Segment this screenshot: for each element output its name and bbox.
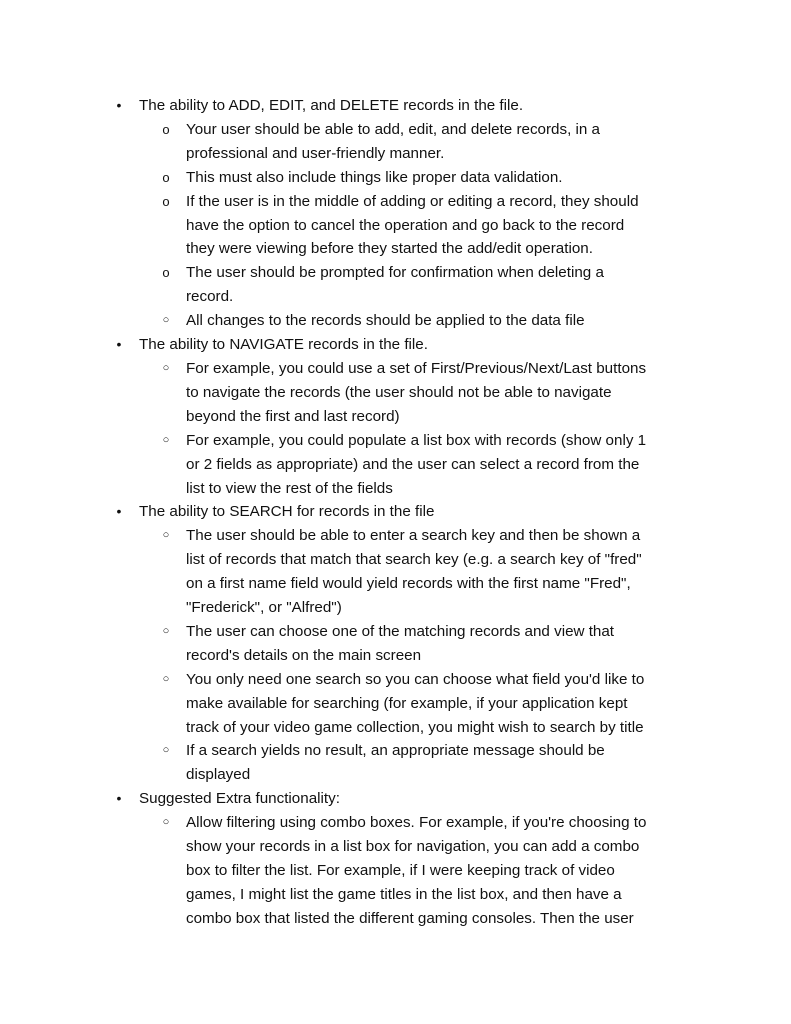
sub-list <box>139 811 712 931</box>
list-item-line: to navigate the records (the user should not be able to navigate <box>186 383 612 401</box>
circle-bullet-icon: ○ <box>162 672 170 685</box>
list-item-line: For example, you could use a set of First/Previous/Next/Last buttons <box>186 359 647 377</box>
list-item <box>139 620 712 668</box>
section-heading: The ability to ADD, EDIT, and DELETE records in the file. <box>139 97 524 114</box>
circle-bullet-icon: ○ <box>162 624 170 637</box>
list-item-line: make available for searching (for example, if your application kept <box>186 694 628 712</box>
list-item-line: record. <box>186 288 234 306</box>
list-item <box>139 118 712 166</box>
list-item <box>139 309 712 333</box>
list-item-line: record's details on the main screen <box>186 646 422 664</box>
list-item-line: If a search yields no result, an appropriate message should be <box>186 742 605 760</box>
list-item-line: For example, you could populate a list box with records (show only 1 <box>186 431 647 449</box>
list-item-line: on a first name field would yield records with the first name "Fred", <box>186 575 631 593</box>
bullet-icon: • <box>116 97 122 113</box>
list-item <box>139 524 712 620</box>
circle-bullet-icon: ○ <box>162 816 170 829</box>
list-item-line: they were viewing before they started the add/edit operation. <box>186 240 593 258</box>
section-extra-functionality <box>112 787 712 930</box>
list-item <box>139 190 712 262</box>
list-item-line: The user can choose one of the matching records and view that <box>186 622 615 640</box>
circle-bullet-icon: ○ <box>162 529 170 542</box>
bullet-icon: • <box>116 336 122 353</box>
list-item-line: beyond the first and last record) <box>186 407 400 425</box>
list-item <box>139 811 712 931</box>
list-item-line: or 2 fields as appropriate) and the user can select a record from the <box>186 455 640 473</box>
list-item <box>139 429 712 501</box>
list-item-line: If the user is in the middle of adding or editing a record, they should <box>186 192 639 210</box>
section-heading: The ability to NAVIGATE records in the file. <box>139 336 428 354</box>
circle-bullet-icon: o <box>162 121 170 137</box>
list-item-line: list of records that match that search key (e.g. a search key of "fred" <box>186 551 642 569</box>
list-item-line: games, I might list the game titles in the list box, and then have a <box>186 885 622 903</box>
list-item-line: Your user should be able to add, edit, and delete records, in a <box>186 120 601 138</box>
circle-bullet-icon: ○ <box>162 744 170 757</box>
list-item-line: The user should be prompted for confirmation when deleting a <box>186 264 604 282</box>
list-item-line: list to view the rest of the fields <box>186 479 393 497</box>
circle-bullet-icon: ○ <box>162 361 170 374</box>
circle-bullet-icon: o <box>162 265 170 281</box>
list-item <box>139 739 712 787</box>
section-heading: Suggested Extra functionality: <box>139 790 340 808</box>
list-item-line: You only need one search so you can choose what field you'd like to <box>186 670 645 688</box>
list-item <box>139 357 712 429</box>
list-item-line: Allow filtering using combo boxes. For example, if you're choosing to <box>186 814 647 832</box>
list-item-line: displayed <box>186 766 251 784</box>
section-search <box>112 500 712 787</box>
circle-bullet-icon: o <box>162 169 170 185</box>
section-heading: The ability to SEARCH for records in the file <box>139 503 435 521</box>
list-item-line: The user should be able to enter a search key and then be shown a <box>186 527 641 545</box>
requirements-list <box>112 94 712 931</box>
list-item-line: All changes to the records should be applied to the data file <box>186 312 585 330</box>
bullet-icon: • <box>116 790 122 807</box>
circle-bullet-icon: o <box>162 193 170 209</box>
circle-bullet-icon: ○ <box>162 433 170 446</box>
list-item-line: box to filter the list. For example, if I were keeping track of video <box>186 862 615 879</box>
list-item-line: have the option to cancel the operation and go back to the record <box>186 216 625 234</box>
list-item <box>139 668 712 740</box>
list-item-line: combo box that listed the different gaming consoles. Then the user <box>186 909 634 927</box>
sub-list <box>139 357 712 500</box>
list-item <box>139 261 712 309</box>
sub-list <box>139 118 712 333</box>
list-item-line: track of your video game collection, you might wish to search by title <box>186 718 644 736</box>
bullet-icon: • <box>116 503 122 520</box>
section-add-edit-delete <box>112 94 712 333</box>
circle-bullet-icon: ○ <box>162 314 170 327</box>
list-item-line: show your records in a list box for navigation, you can add a combo <box>186 838 640 856</box>
list-item-line: professional and user-friendly manner. <box>186 144 445 162</box>
list-item <box>139 166 712 190</box>
list-item-line: "Frederick", or "Alfred") <box>186 599 342 617</box>
list-item-line: This must also include things like proper data validation. <box>186 168 563 186</box>
section-navigate <box>112 333 712 500</box>
sub-list <box>139 524 712 787</box>
